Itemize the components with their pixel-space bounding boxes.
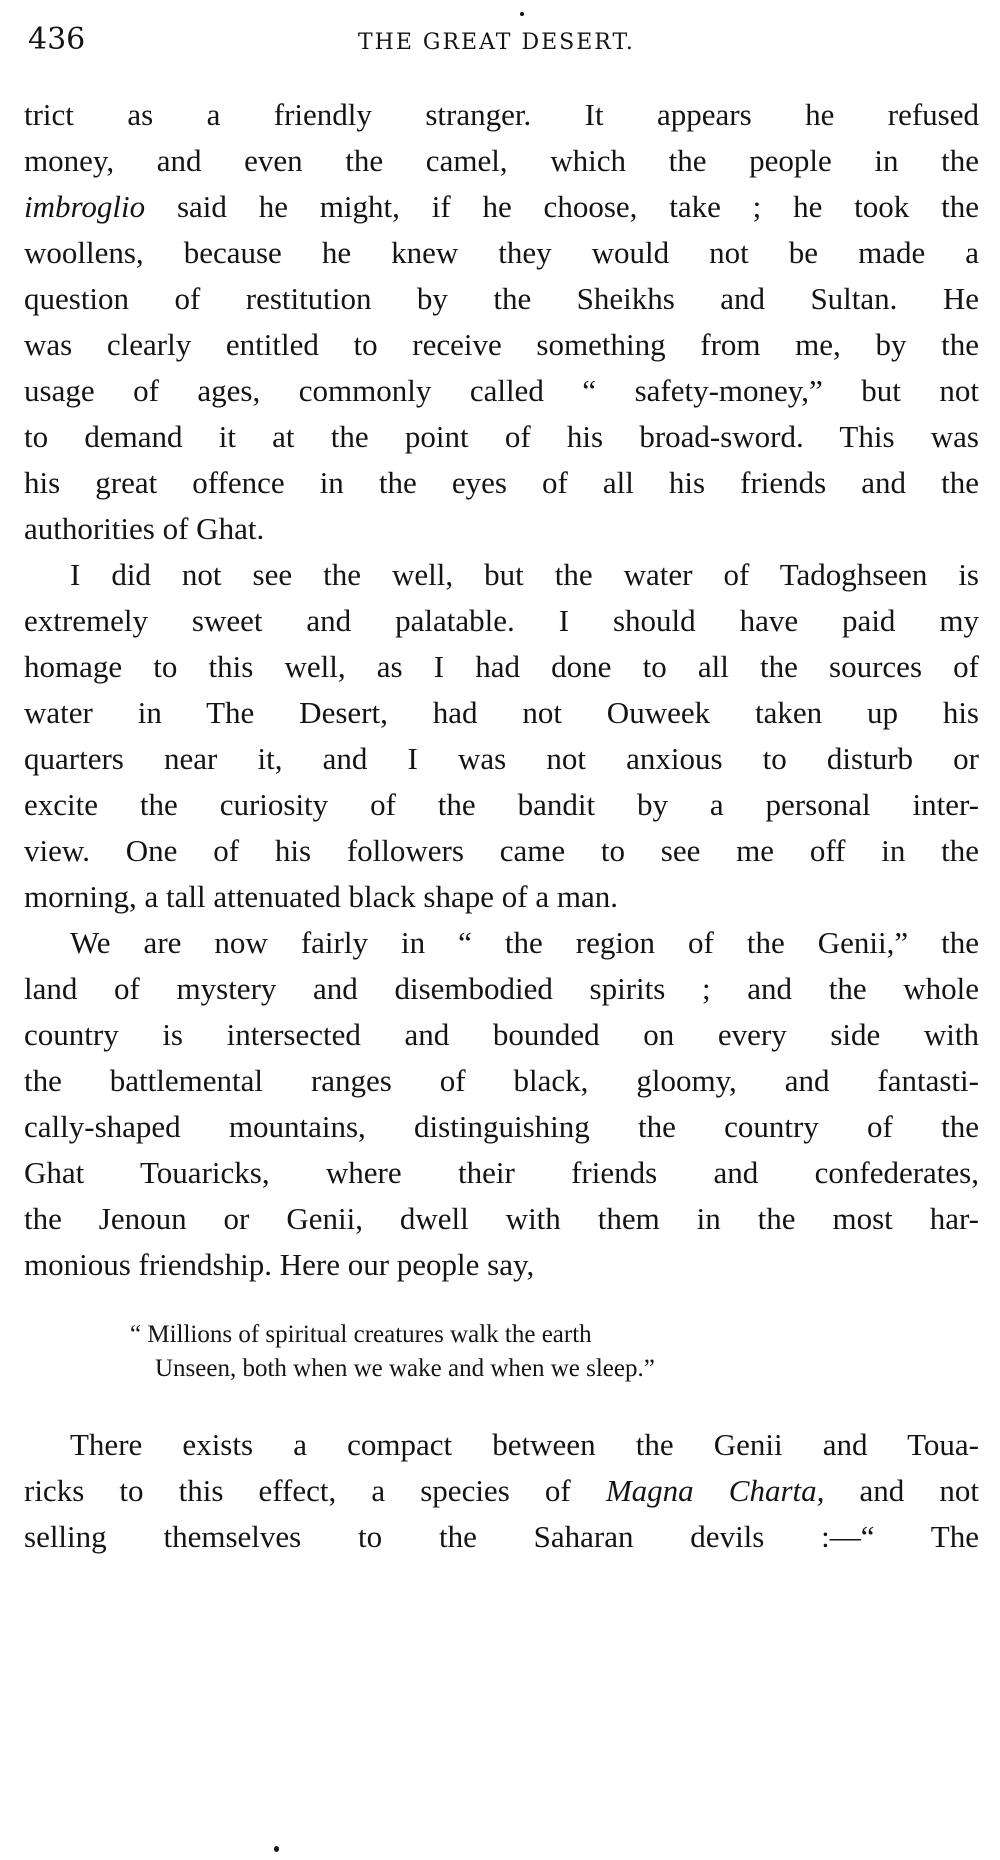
text-line: country is intersected and bounded on every side with: [24, 1017, 979, 1052]
text-span: said he might, if he choose, take ; he took the: [176, 189, 979, 224]
ink-speck: [520, 12, 524, 16]
text-span: and not: [859, 1473, 979, 1508]
text-line: quarters near it, and I was not anxious to disturb or: [24, 741, 979, 776]
text-line: [24, 1468, 979, 1514]
text-line: his great offence in the eyes of all his friends and the: [24, 465, 979, 500]
text-line: morning, a tall attenuated black shape of a man.: [24, 879, 618, 914]
text-span: ricks to this effect, a species of: [24, 1473, 571, 1508]
text-line: was clearly entitled to receive something from me, by the: [24, 327, 979, 362]
italic-phrase: Magna Charta,: [605, 1473, 825, 1508]
text-line: the Jenoun or Genii, dwell with them in the most har-: [24, 1201, 979, 1236]
text-line: view. One of his followers came to see me off in the: [24, 833, 979, 868]
text-line: to demand it at the point of his broad-sword. This was: [24, 419, 979, 454]
text-line: [24, 184, 979, 230]
paragraph-start: I did not see the well, but the water of Tadoghseen is: [70, 557, 979, 592]
text-line: cally-shaped mountains, distinguishing the country of the: [24, 1109, 979, 1144]
paragraph-start: There exists a compact between the Genii and Toua-: [70, 1427, 979, 1462]
text-line: monious friendship. Here our people say,: [24, 1247, 535, 1282]
text-line: Ghat Touaricks, where their friends and confederates,: [24, 1155, 979, 1190]
text-line: usage of ages, commonly called “ safety-money,” but not: [24, 373, 979, 408]
running-title: THE GREAT DESERT.: [358, 30, 635, 55]
text-line: selling themselves to the Saharan devils :—“ The: [24, 1519, 979, 1554]
text-line: homage to this well, as I had done to all the sources of: [24, 649, 979, 684]
page-number: 436: [28, 22, 86, 57]
text-line: money, and even the camel, which the people in the: [24, 143, 979, 178]
text-line: question of restitution by the Sheikhs and Sultan. He: [24, 281, 979, 316]
page-header: [28, 22, 978, 62]
text-line: water in The Desert, had not Ouweek taken up his: [24, 695, 979, 730]
text-line: the battlemental ranges of black, gloomy, and fantasti-: [24, 1063, 979, 1098]
quote-line: “ Millions of spiritual creatures walk the earth: [130, 1321, 592, 1348]
text-line: land of mystery and disembodied spirits ; and the whole: [24, 971, 979, 1006]
text-line: trict as a friendly stranger. It appears he refused: [24, 97, 979, 132]
ink-speck: [274, 1846, 279, 1852]
italic-word: imbroglio: [24, 189, 146, 224]
quote-line: Unseen, both when we wake and when we sleep.”: [155, 1355, 655, 1382]
paragraph-start: We are now fairly in “ the region of the Genii,” the: [70, 925, 979, 960]
text-line: excite the curiosity of the bandit by a personal inter-: [24, 787, 979, 822]
text-line: authorities of Ghat.: [24, 511, 265, 546]
text-line: extremely sweet and palatable. I should have paid my: [24, 603, 979, 638]
text-line: woollens, because he knew they would not be made a: [24, 235, 979, 270]
